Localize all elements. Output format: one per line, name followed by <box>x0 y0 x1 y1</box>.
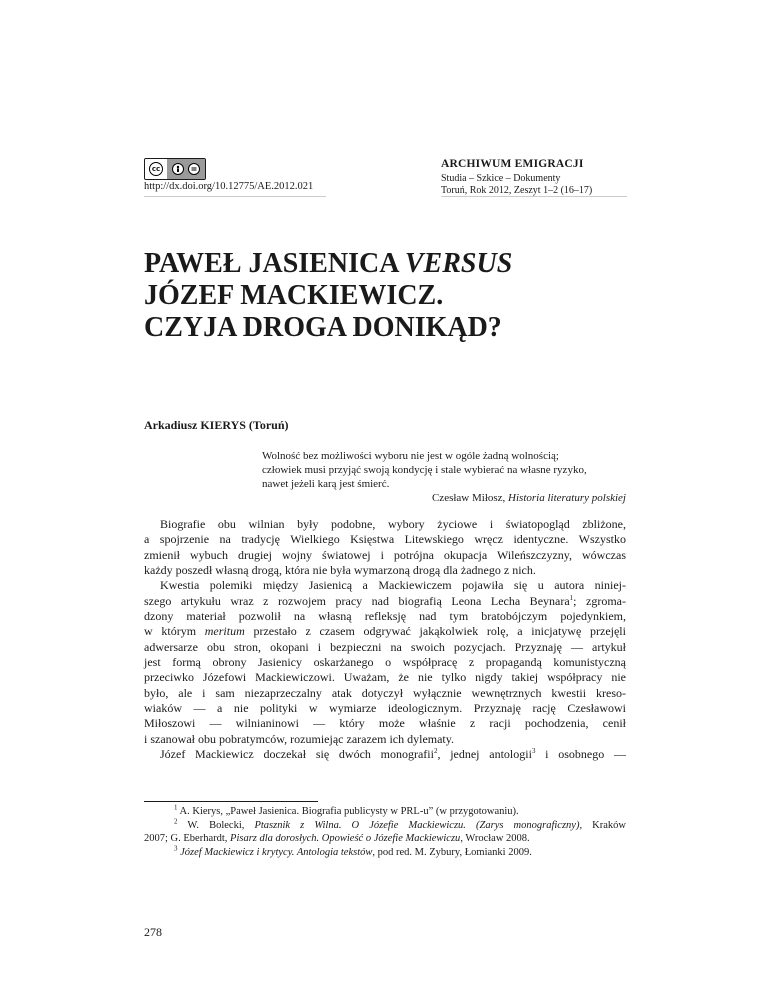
header-divider-left <box>144 196 326 197</box>
footnotes <box>144 805 626 859</box>
author-byline: Arkadiusz KIERYS (Toruń) <box>144 418 289 432</box>
paragraph-1: Biografie obu wilnian były podobne, wybory życiowe i światopogląd zbliżone, a spojrzenie na tradycję Wielkiego Księstwa Litewskiego wręcz identyczne. Wszystko zmienił wybuch drugiej wojny światowej i potrójna okupacja Wileńszczyzny, wówczas każdy poszedł własną drogą, która nie była wymarzoną drogą dla żadnego z nich. <box>144 517 626 578</box>
footnote-2: $^2$ W. Bolecki, Ptasznik z Wilna. O Józefie Mackiewiczu. (Zarys monograficzny), Kraków <box>174 817 626 831</box>
title-line-2: JÓZEF MACKIEWICZ. <box>144 280 444 311</box>
epigraph-source: Czesław Miłosz, Historia literatury polskiej <box>431 492 626 504</box>
epigraph <box>262 449 626 505</box>
journal-header <box>441 158 627 196</box>
journal-issue: Toruń, Rok 2012, Zeszyt 1–2 (16–17) <box>441 185 593 196</box>
footnote-2-continued: 2007; G. Eberhardt, Pisarz dla dorosłych. Opowieść o Józefie Mackiewiczu, Wrocław 2008. <box>144 833 530 844</box>
page-number: 278 <box>144 925 162 939</box>
cc-label: cc <box>149 162 163 176</box>
footnote-ref-1[interactable]: 1 <box>569 593 574 602</box>
no-derivatives-icon <box>188 163 200 175</box>
paragraph-3: Józef Mackiewicz doczekał się dwóch monografii$^2$, jednej antologii$^3$ i osobnego — <box>160 747 626 762</box>
journal-subtitle: Studia – Szkice – Dokumenty <box>441 173 561 184</box>
header-divider-right <box>441 196 627 197</box>
journal-name: ARCHIWUM EMIGRACJI <box>441 158 584 170</box>
creative-commons-license-badge[interactable] <box>144 158 206 180</box>
footnote-1: $^1$ A. Kierys, „Paweł Jasienica. Biografia publicysty w PRL-u” (w przygotowaniu). <box>174 803 519 817</box>
epigraph-line: Wolność bez możliwości wyboru nie jest w ogóle żadną wolnością; <box>262 450 559 462</box>
doi-link[interactable]: http://dx.doi.org/10.12775/AE.2012.021 <box>144 181 314 192</box>
paragraph-2: Kwestia polemiki między Jasienicą a Mackiewiczem pojawiła się u autora niniej- szego artykułu wraz z rozwojem pracy nad biografią Leona Lecha Beynara$^1$; zgroma- dzony materiał pozwolił na własną refleksję nad tym bratobójczym pojedynkiem, w którym meritum przestało z czasem odgrywać jakąkolwiek rolę, a inicjatywę przejęli adwersarze obu stron, okopani i bezpieczni na swoich pozycjach. Przyznaję — artykuł jest formą obrony Jasienicy oskarżanego o współpracę z propagandą komunistyczną przeciwko Józefowi Mackiewiczowi. Uważam, że nie tylko nigdy takiej współpracy nie było, ale i sam niezaprzeczalny atak dotyczył wyłącznie wewnętrznych kwestii kreso- wiaków — a nie polityki w wymiarze ideologicznym. Przyznaję rację Czesławowi Miłoszowi — wilnianinowi — który może właśnie z racji pochodzenia, cenił i szanował obu pobratymców, rozumiejąc zarazem ich dylematy. <box>144 578 627 746</box>
epigraph-line: nawet jeżeli karą jest śmierć. <box>262 478 390 490</box>
footnote-ref-3[interactable]: 3 <box>531 747 536 756</box>
footnote-3: $^3$ Józef Mackiewicz i krytycy. Antologia tekstów, pod red. M. Zybury, Łomianki 2009. <box>174 844 532 858</box>
title-line-1: PAWEŁ JASIENICA VERSUS <box>144 248 513 279</box>
article-title <box>144 248 644 344</box>
title-line-3: CZYJA DROGA DONIKĄD? <box>144 312 502 343</box>
cc-logo-icon <box>145 159 167 179</box>
attribution-icon <box>172 163 184 175</box>
article-body <box>144 517 626 763</box>
epigraph-line: człowiek musi przyjąć swoją kondycję i stale wybierać na własne ryzyko, <box>262 464 587 476</box>
title-italic-versus: VERSUS <box>404 248 513 279</box>
footnote-divider <box>144 801 318 802</box>
footnote-ref-2[interactable]: 2 <box>433 747 438 756</box>
